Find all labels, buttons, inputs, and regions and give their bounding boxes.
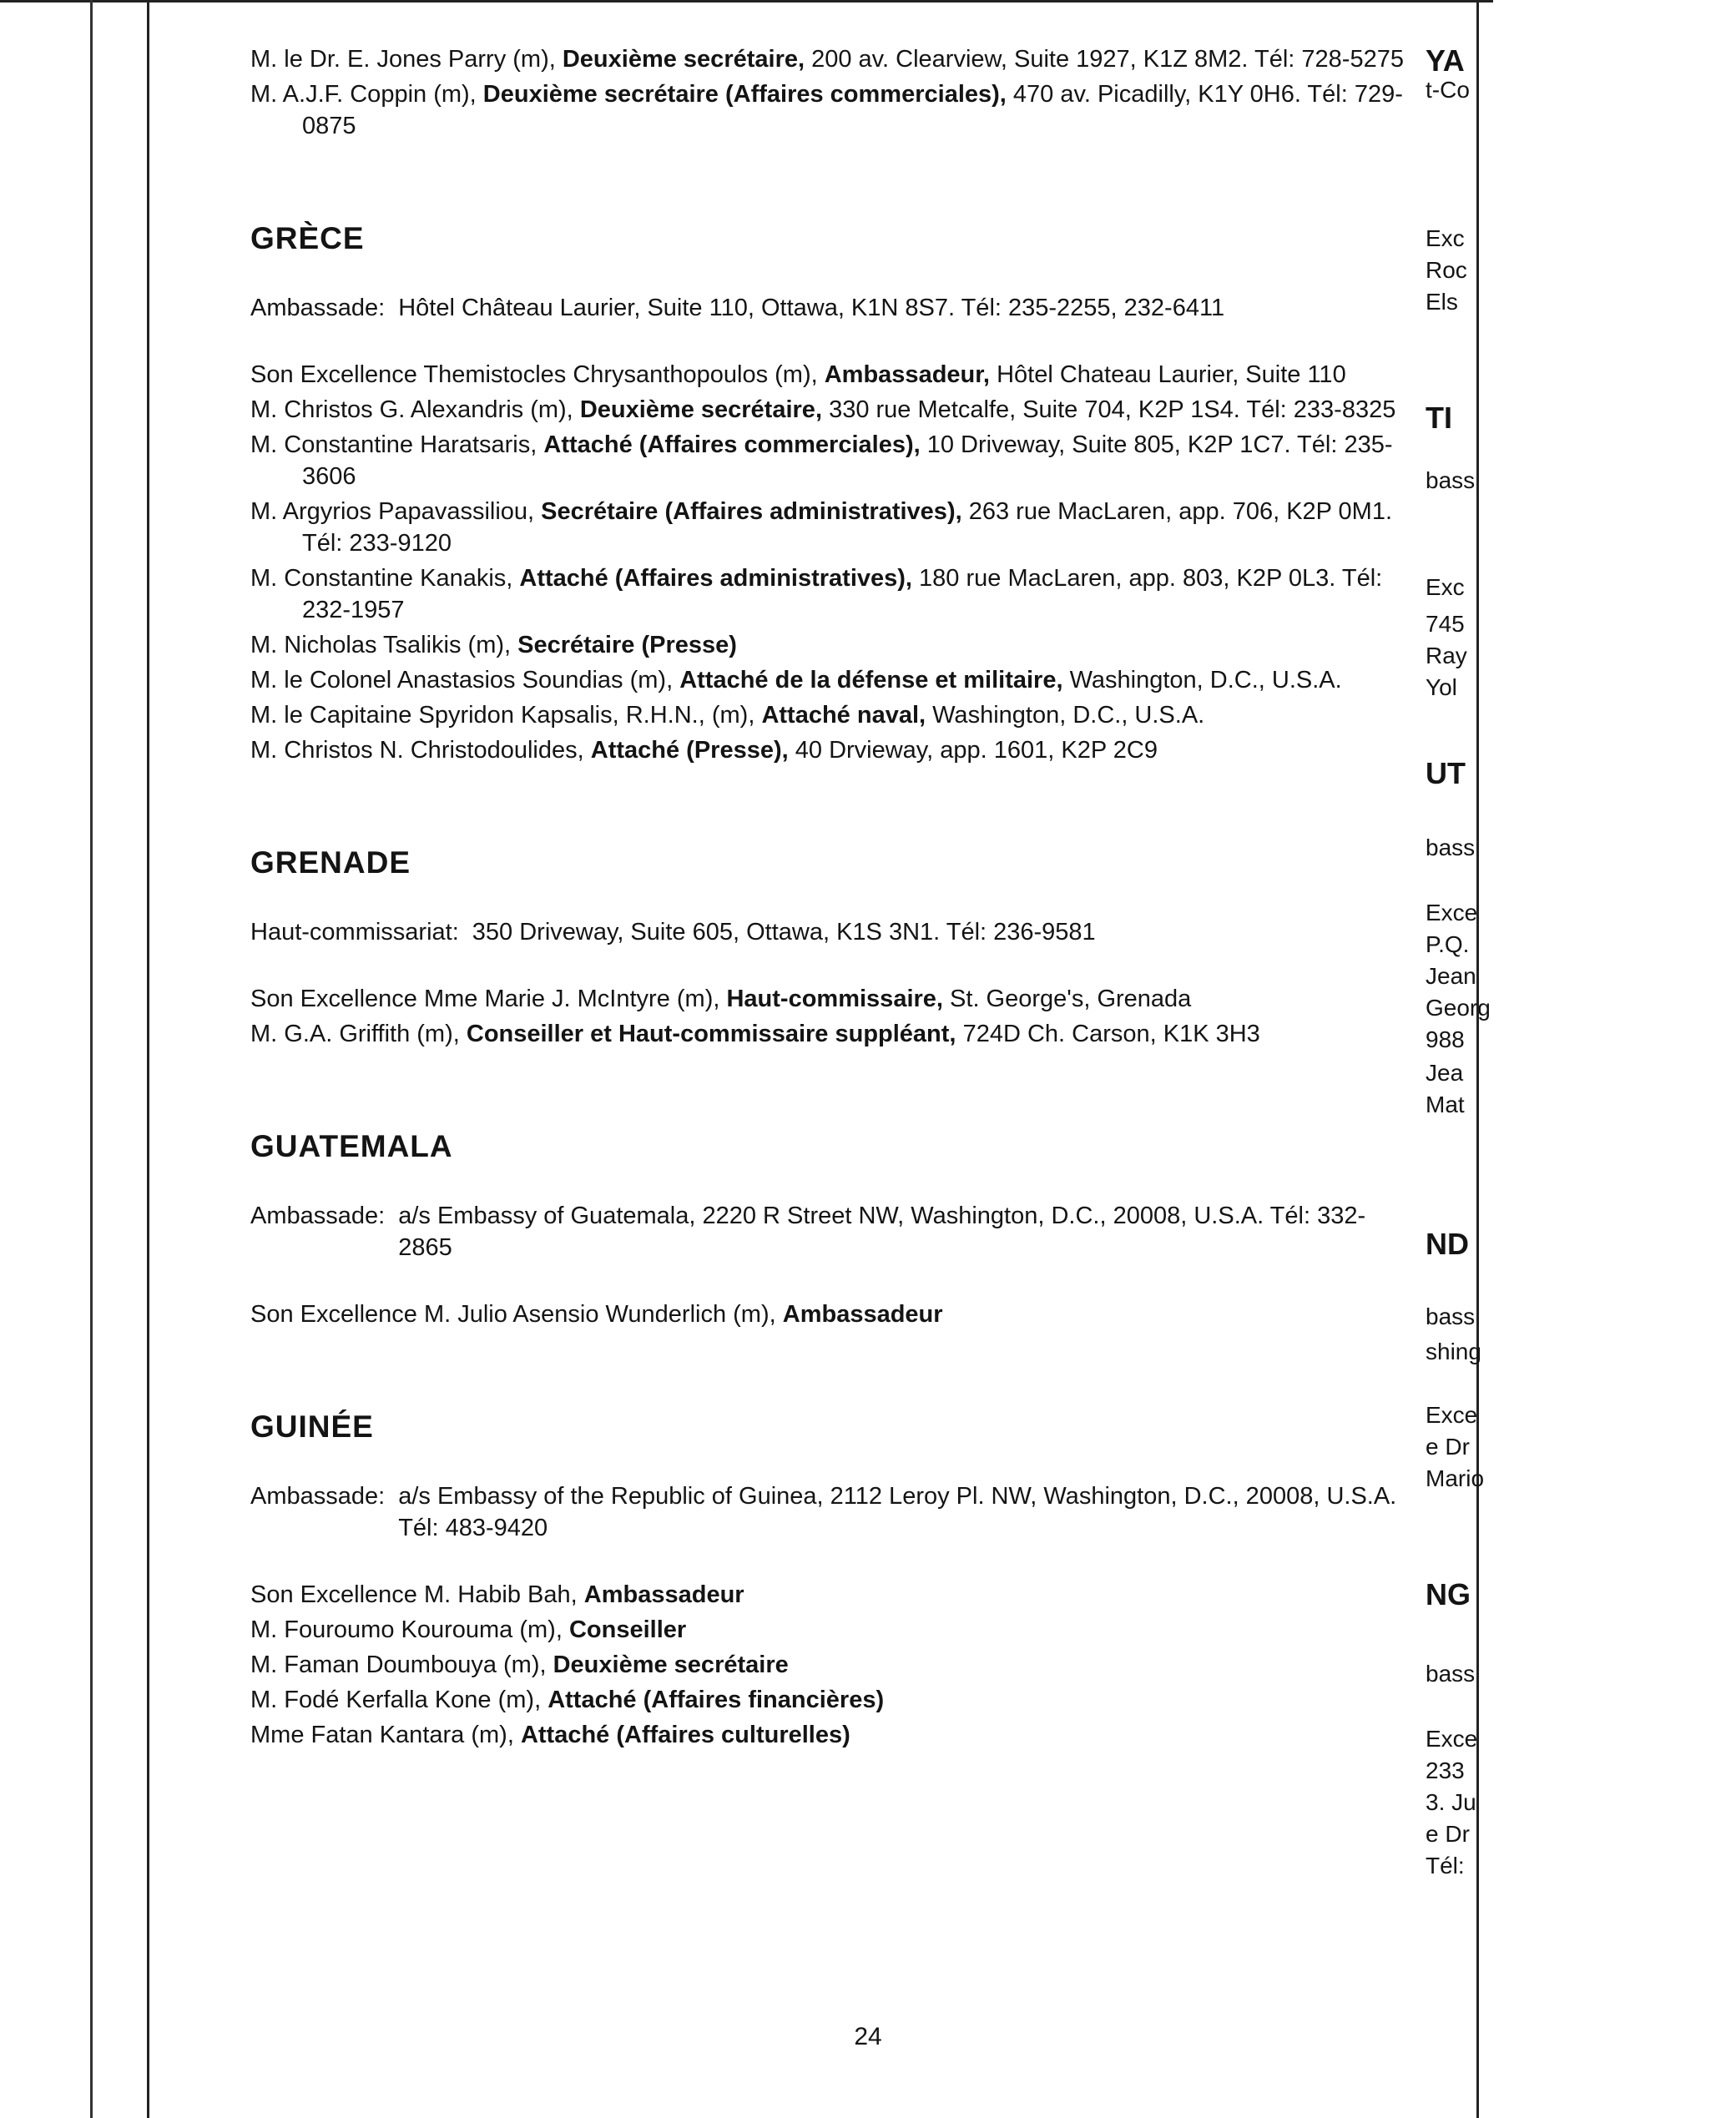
edge-text-fragment: P.Q.: [1426, 931, 1470, 957]
mission-address: [250, 1200, 1419, 1263]
staff-list: [250, 1299, 1419, 1330]
edge-text-fragment: TI: [1426, 401, 1452, 435]
edge-text-fragment: Mat: [1426, 1092, 1465, 1117]
edge-text-fragment: e Dr: [1426, 1434, 1470, 1460]
person-role: Conseiller: [568, 1616, 687, 1643]
person-name: M. Christos N. Christodoulides,: [250, 737, 584, 764]
person-role: Secrétaire (Affaires administratives),: [541, 498, 962, 525]
list-item: [250, 1649, 1419, 1681]
section-grenade: [250, 843, 1419, 1050]
person-details: 263 rue MacLaren, app. 706, K2P 0M1. Tél: 233-9120: [302, 498, 1393, 557]
edge-text-fragment: YA: [1426, 43, 1465, 78]
edge-text-fragment: bass: [1426, 1661, 1476, 1687]
person-name: Son Excellence M. Julio Asensio Wunderlich (m),: [250, 1301, 776, 1328]
mission-address: [250, 292, 1419, 324]
edge-text-fragment: t-Co: [1426, 77, 1470, 103]
person-name: M. Christos G. Alexandris (m),: [250, 396, 573, 423]
person-role: Deuxième secrétaire,: [579, 396, 822, 423]
person-role: Deuxième secrétaire,: [562, 46, 805, 73]
list-item: [250, 394, 1419, 426]
edge-text-fragment: Exce: [1426, 900, 1478, 925]
mission-text: a/s Embassy of Guatemala, 2220 R Street NW, Washington, D.C., 20008, U.S.A. Tél: 332-2865: [398, 1203, 1366, 1261]
staff-list: [250, 1579, 1419, 1751]
person-role: Attaché naval,: [761, 702, 926, 729]
scan-top-rule: [0, 0, 1493, 3]
edge-text-fragment: UT: [1426, 756, 1466, 790]
person-details: 724D Ch. Carson, K1K 3H3: [962, 1021, 1260, 1047]
mission-address: [250, 1480, 1419, 1544]
list-item: [250, 1684, 1419, 1716]
list-item: [250, 429, 1419, 492]
list-item: [250, 664, 1419, 696]
edge-text-fragment: Mario: [1426, 1465, 1485, 1491]
mission-text: a/s Embassy of the Republic of Guinea, 2112 Leroy Pl. NW, Washington, D.C., 20008, U.S.A. Tél: 483-9420: [398, 1483, 1397, 1541]
section-heading: GRÈCE: [250, 221, 365, 255]
scan-binding-line: [90, 0, 93, 2118]
staff-list: [250, 983, 1419, 1050]
edge-text-fragment: Exce: [1426, 1402, 1478, 1428]
person-details: Hôtel Chateau Laurier, Suite 110: [997, 361, 1346, 388]
person-role: Ambassadeur: [782, 1301, 943, 1328]
mission-label: Ambassade:: [250, 1483, 386, 1510]
section-guatemala: [250, 1127, 1419, 1330]
person-details: 10 Driveway, Suite 805, K2P 1C7. Tél: 235-3606: [302, 431, 1393, 490]
edge-text-fragment: Exc: [1426, 574, 1465, 600]
edge-text-fragment: Exc: [1426, 225, 1465, 251]
person-role: Ambassadeur,: [824, 361, 990, 388]
person-name: M. G.A. Griffith (m),: [250, 1021, 460, 1047]
edge-text-fragment: Exce: [1426, 1726, 1478, 1752]
list-item: [250, 78, 1419, 142]
person-name: M. Constantine Haratsaris,: [250, 431, 537, 458]
mission-label: Ambassade:: [250, 295, 386, 321]
edge-text-fragment: NG: [1426, 1577, 1471, 1611]
person-details: 200 av. Clearview, Suite 1927, K1Z 8M2. Tél: 728-5275: [811, 46, 1404, 73]
list-item: [250, 1299, 1419, 1330]
list-item: [250, 1614, 1419, 1646]
edge-text-fragment: 233: [1426, 1757, 1465, 1783]
staff-list: [250, 359, 1419, 766]
edge-text-fragment: Tél:: [1426, 1853, 1465, 1878]
mission-text: 350 Driveway, Suite 605, Ottawa, K1S 3N1. Tél: 236-9581: [472, 919, 1096, 946]
person-role: Haut-commissaire,: [726, 986, 943, 1012]
person-role: Deuxième secrétaire (Affaires commerciales),: [482, 81, 1007, 108]
person-role: Attaché (Affaires financières): [548, 1687, 885, 1713]
edge-text-fragment: Jea: [1426, 1060, 1464, 1086]
list-item: [250, 1719, 1419, 1751]
person-details: Washington, D.C., U.S.A.: [932, 702, 1205, 729]
scan-margin-rule: [147, 0, 149, 2118]
edge-text-fragment: bass: [1426, 1304, 1476, 1329]
person-name: M. Nicholas Tsalikis (m),: [250, 632, 512, 658]
list-item: [250, 629, 1419, 661]
person-name: Son Excellence Mme Marie J. McIntyre (m),: [250, 986, 720, 1012]
list-item: [250, 359, 1419, 391]
section-grece: [250, 219, 1419, 766]
directory-content: [250, 43, 1419, 1754]
person-role: Attaché de la défense et militaire,: [679, 667, 1063, 693]
person-details: 180 rue MacLaren, app. 803, K2P 0L3. Tél: 232-1957: [302, 565, 1383, 623]
person-name: M. le Capitaine Spyridon Kapsalis, R.H.N., (m),: [250, 702, 755, 729]
edge-text-fragment: Jean: [1426, 963, 1476, 989]
continued-entries: [250, 43, 1419, 142]
edge-text-fragment: 3. Ju: [1426, 1789, 1476, 1815]
section-heading: GUATEMALA: [250, 1129, 453, 1163]
neighbouring-page-edge: [1426, 0, 1491, 2118]
edge-text-fragment: Yol: [1426, 674, 1457, 700]
section-guinee: [250, 1407, 1419, 1751]
person-name: M. Constantine Kanakis,: [250, 565, 513, 592]
list-item: [250, 1579, 1419, 1611]
person-role: Attaché (Affaires administratives),: [519, 565, 912, 592]
edge-text-fragment: 988: [1426, 1026, 1465, 1052]
edge-text-fragment: Els: [1426, 289, 1458, 315]
person-role: Attaché (Affaires culturelles): [520, 1722, 850, 1748]
person-name: M. A.J.F. Coppin (m),: [250, 81, 477, 108]
list-item: [250, 983, 1419, 1015]
section-heading: GUINÉE: [250, 1409, 374, 1444]
person-name: M. Fodé Kerfalla Kone (m),: [250, 1687, 542, 1713]
person-details: 40 Drvieway, app. 1601, K2P 2C9: [795, 737, 1158, 764]
person-name: M. Faman Doumbouya (m),: [250, 1652, 547, 1678]
list-item: [250, 699, 1419, 731]
mission-label: Ambassade:: [250, 1203, 386, 1229]
person-details: 470 av. Picadilly, K1Y 0H6. Tél: 729-0875: [302, 81, 1403, 139]
person-name: Son Excellence Themistocles Chrysanthopoulos (m),: [250, 361, 818, 388]
edge-text-fragment: Georg: [1426, 995, 1491, 1021]
mission-label: Haut-commissariat:: [250, 919, 459, 946]
person-details: 330 rue Metcalfe, Suite 704, K2P 1S4. Tél: 233-8325: [829, 396, 1396, 423]
person-role: Ambassadeur: [583, 1581, 744, 1608]
list-item: [250, 496, 1419, 559]
edge-text-fragment: bass: [1426, 835, 1476, 860]
edge-text-fragment: Ray: [1426, 643, 1467, 668]
person-name: M. le Dr. E. Jones Parry (m),: [250, 46, 556, 73]
list-item: [250, 1018, 1419, 1050]
edge-text-fragment: 745: [1426, 611, 1465, 637]
person-role: Deuxième secrétaire: [553, 1652, 789, 1678]
person-role: Secrétaire (Presse): [517, 632, 737, 658]
person-role: Conseiller et Haut-commissaire suppléant,: [466, 1021, 956, 1047]
section-heading: GRENADE: [250, 845, 411, 880]
list-item: [250, 43, 1419, 75]
person-role: Attaché (Affaires commerciales),: [543, 431, 921, 458]
person-role: Attaché (Presse),: [590, 737, 789, 764]
page-number: 24: [854, 2023, 882, 2050]
mission-address: [250, 916, 1419, 948]
edge-text-fragment: ND: [1426, 1227, 1469, 1261]
edge-text-fragment: bass: [1426, 467, 1476, 493]
edge-text-fragment: shing: [1426, 1339, 1481, 1364]
person-name: M. Argyrios Papavassiliou,: [250, 498, 535, 525]
person-name: M. Fouroumo Kourouma (m),: [250, 1616, 563, 1643]
person-details: Washington, D.C., U.S.A.: [1069, 667, 1342, 693]
list-item: [250, 734, 1419, 766]
person-details: St. George's, Grenada: [950, 986, 1192, 1012]
list-item: [250, 562, 1419, 626]
edge-text-fragment: Roc: [1426, 257, 1467, 283]
person-name: Mme Fatan Kantara (m),: [250, 1722, 514, 1748]
edge-text-fragment: e Dr: [1426, 1821, 1470, 1847]
person-name: Son Excellence M. Habib Bah,: [250, 1581, 578, 1608]
person-name: M. le Colonel Anastasios Soundias (m),: [250, 667, 674, 693]
mission-text: Hôtel Château Laurier, Suite 110, Ottawa, K1N 8S7. Tél: 235-2255, 232-6411: [398, 295, 1225, 321]
